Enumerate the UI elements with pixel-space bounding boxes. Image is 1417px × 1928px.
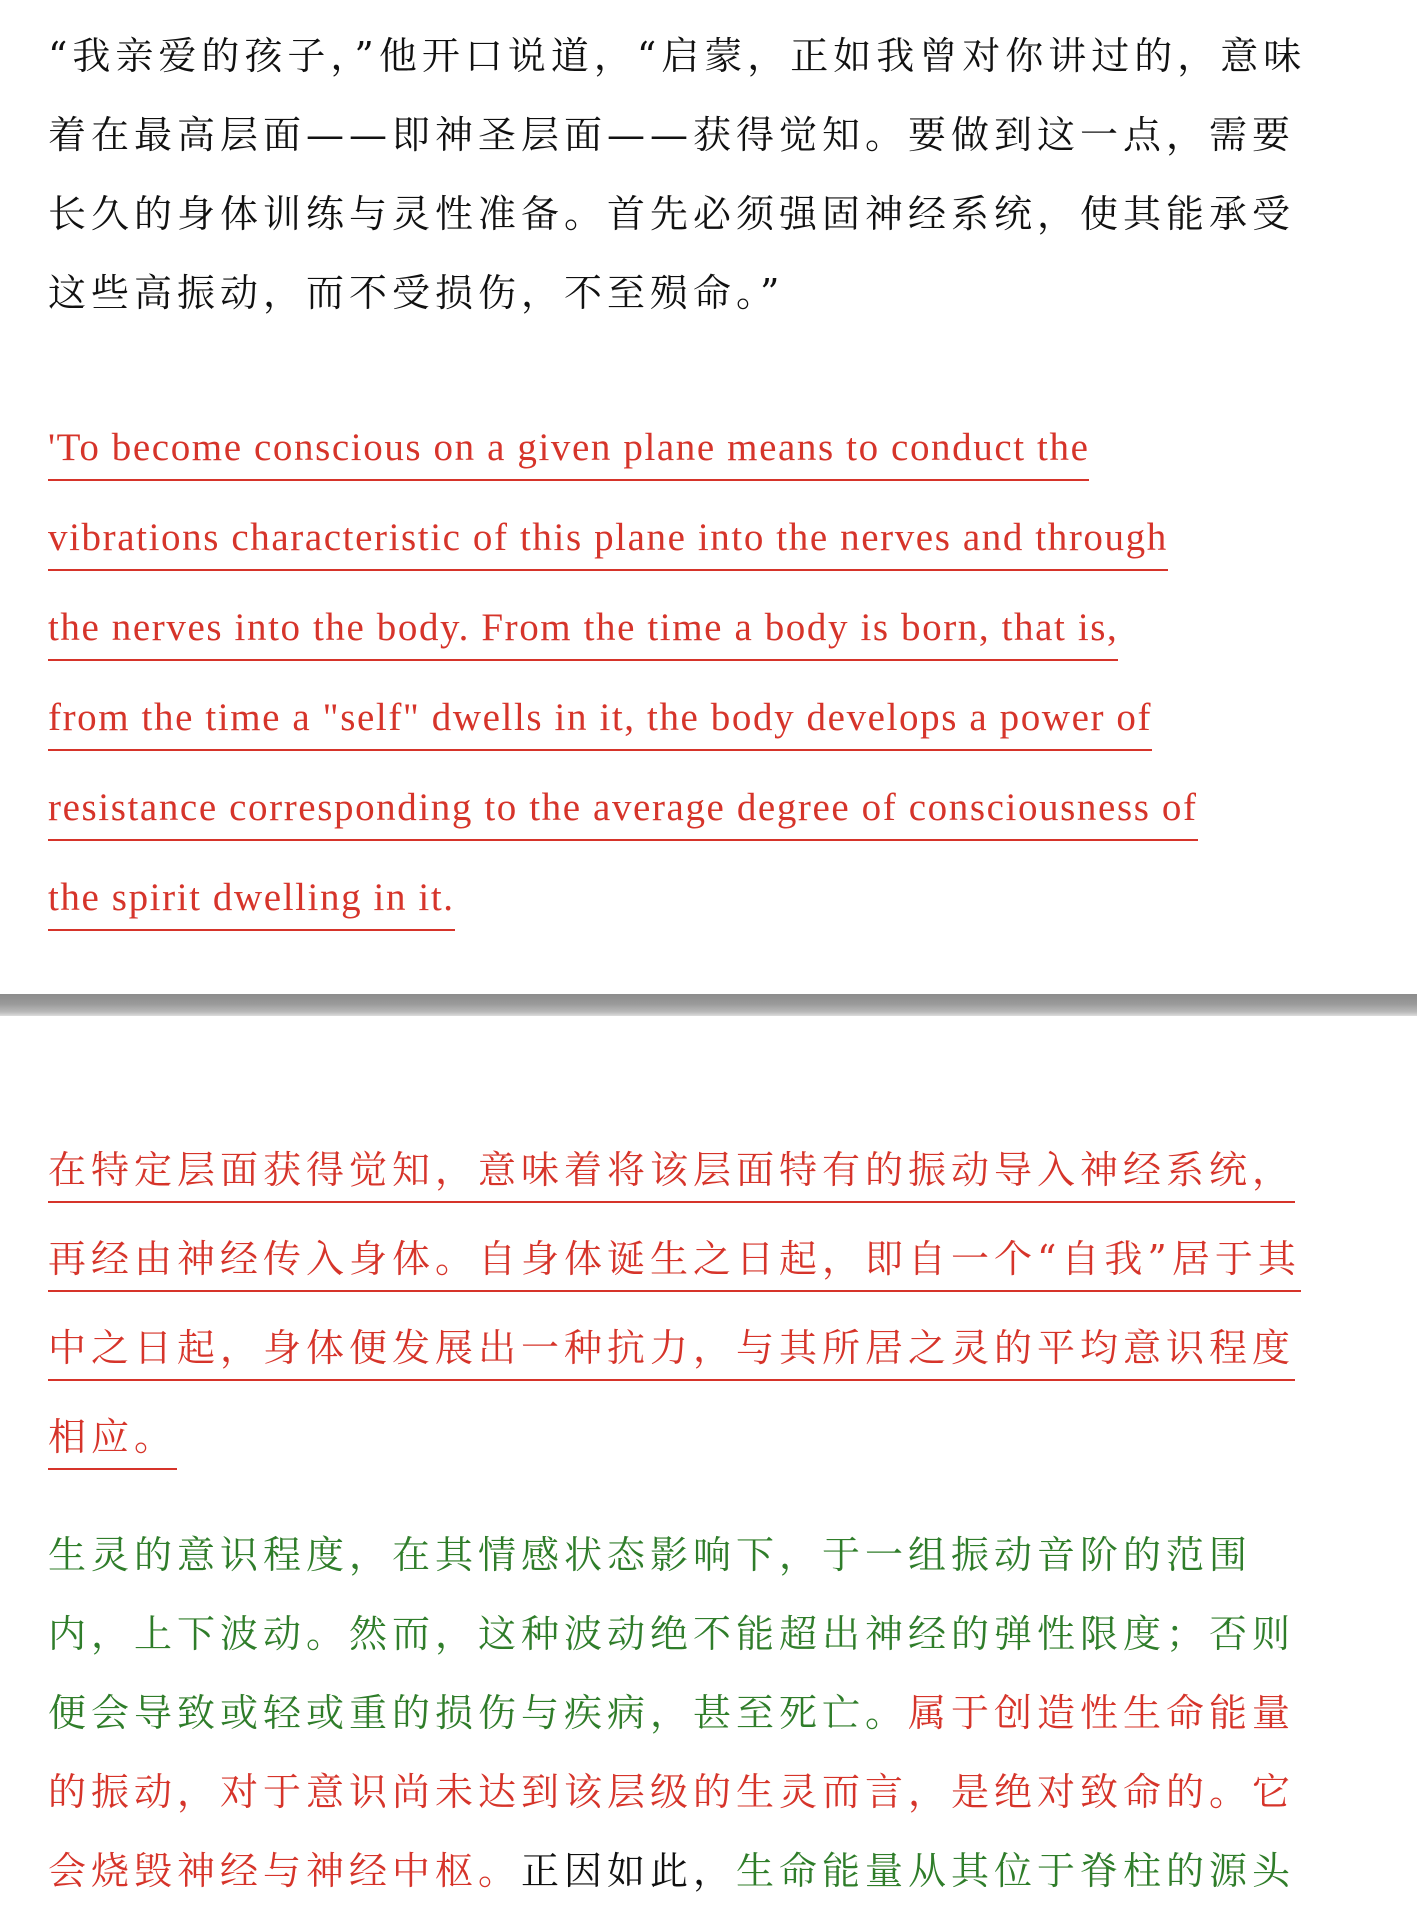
- page-bottom: [0, 1016, 1417, 1928]
- green-segment: 便会导致或轻或重的损伤与疾病，甚至死亡。: [48, 1691, 909, 1735]
- text-line: 长久的身体训练与灵性准备。首先必须强固神经系统，使其能承受: [48, 192, 1296, 236]
- text-line: 内，上下波动。然而，这种波动绝不能超出神经的弹性限度；否则: [48, 1612, 1296, 1656]
- underlined-line: from the time a "self" dwells in it, the body develops a power of: [48, 687, 1152, 751]
- text-line: “我亲爱的孩子，”他开口说道，“启蒙，正如我曾对你讲过的，意味: [48, 34, 1307, 78]
- english-paragraph: [48, 408, 1368, 948]
- text-line: [48, 1832, 1368, 1911]
- text-line: 这些高振动，而不受损伤，不至殒命。”: [48, 271, 785, 315]
- underlined-line: 'To become conscious on a given plane means to conduct the: [48, 417, 1089, 481]
- page-separator: [0, 994, 1417, 1016]
- underlined-line: 在特定层面获得觉知，意味着将该层面特有的振动导入神经系统，: [48, 1139, 1295, 1203]
- underlined-line: resistance corresponding to the average degree of consciousness of: [48, 777, 1198, 841]
- quote-paragraph: [48, 17, 1368, 333]
- text-line: 着在最高层面——即神圣层面——获得觉知。要做到这一点，需要: [48, 113, 1296, 157]
- underlined-line: 再经由神经传入身体。自身体诞生之日起，即自一个“自我”居于其: [48, 1228, 1301, 1292]
- text-line: 的振动，对于意识尚未达到该层级的生灵而言，是绝对致命的。它: [48, 1770, 1296, 1814]
- black-segment: 正因如此，: [521, 1849, 737, 1893]
- translation-paragraph: [48, 1131, 1368, 1487]
- underlined-line: 相应。: [48, 1406, 177, 1470]
- red-segment: 属于创造性生命能量: [908, 1691, 1296, 1735]
- underlined-line: 中之日起，身体便发展出一种抗力，与其所居之灵的平均意识程度: [48, 1317, 1295, 1381]
- underlined-line: the spirit dwelling in it.: [48, 867, 455, 931]
- green-segment: 生命能量从其位于脊柱的源头: [736, 1849, 1296, 1893]
- underlined-line: the nerves into the body. From the time a body is born, that is,: [48, 597, 1118, 661]
- text-line: [48, 1674, 1368, 1753]
- mixed-paragraph: [48, 1516, 1368, 1911]
- text-line: 生灵的意识程度，在其情感状态影响下，于一组振动音阶的范围: [48, 1533, 1253, 1577]
- underlined-line: vibrations characteristic of this plane into the nerves and through: [48, 507, 1168, 571]
- red-segment: 会烧毁神经与神经中枢。: [48, 1849, 522, 1893]
